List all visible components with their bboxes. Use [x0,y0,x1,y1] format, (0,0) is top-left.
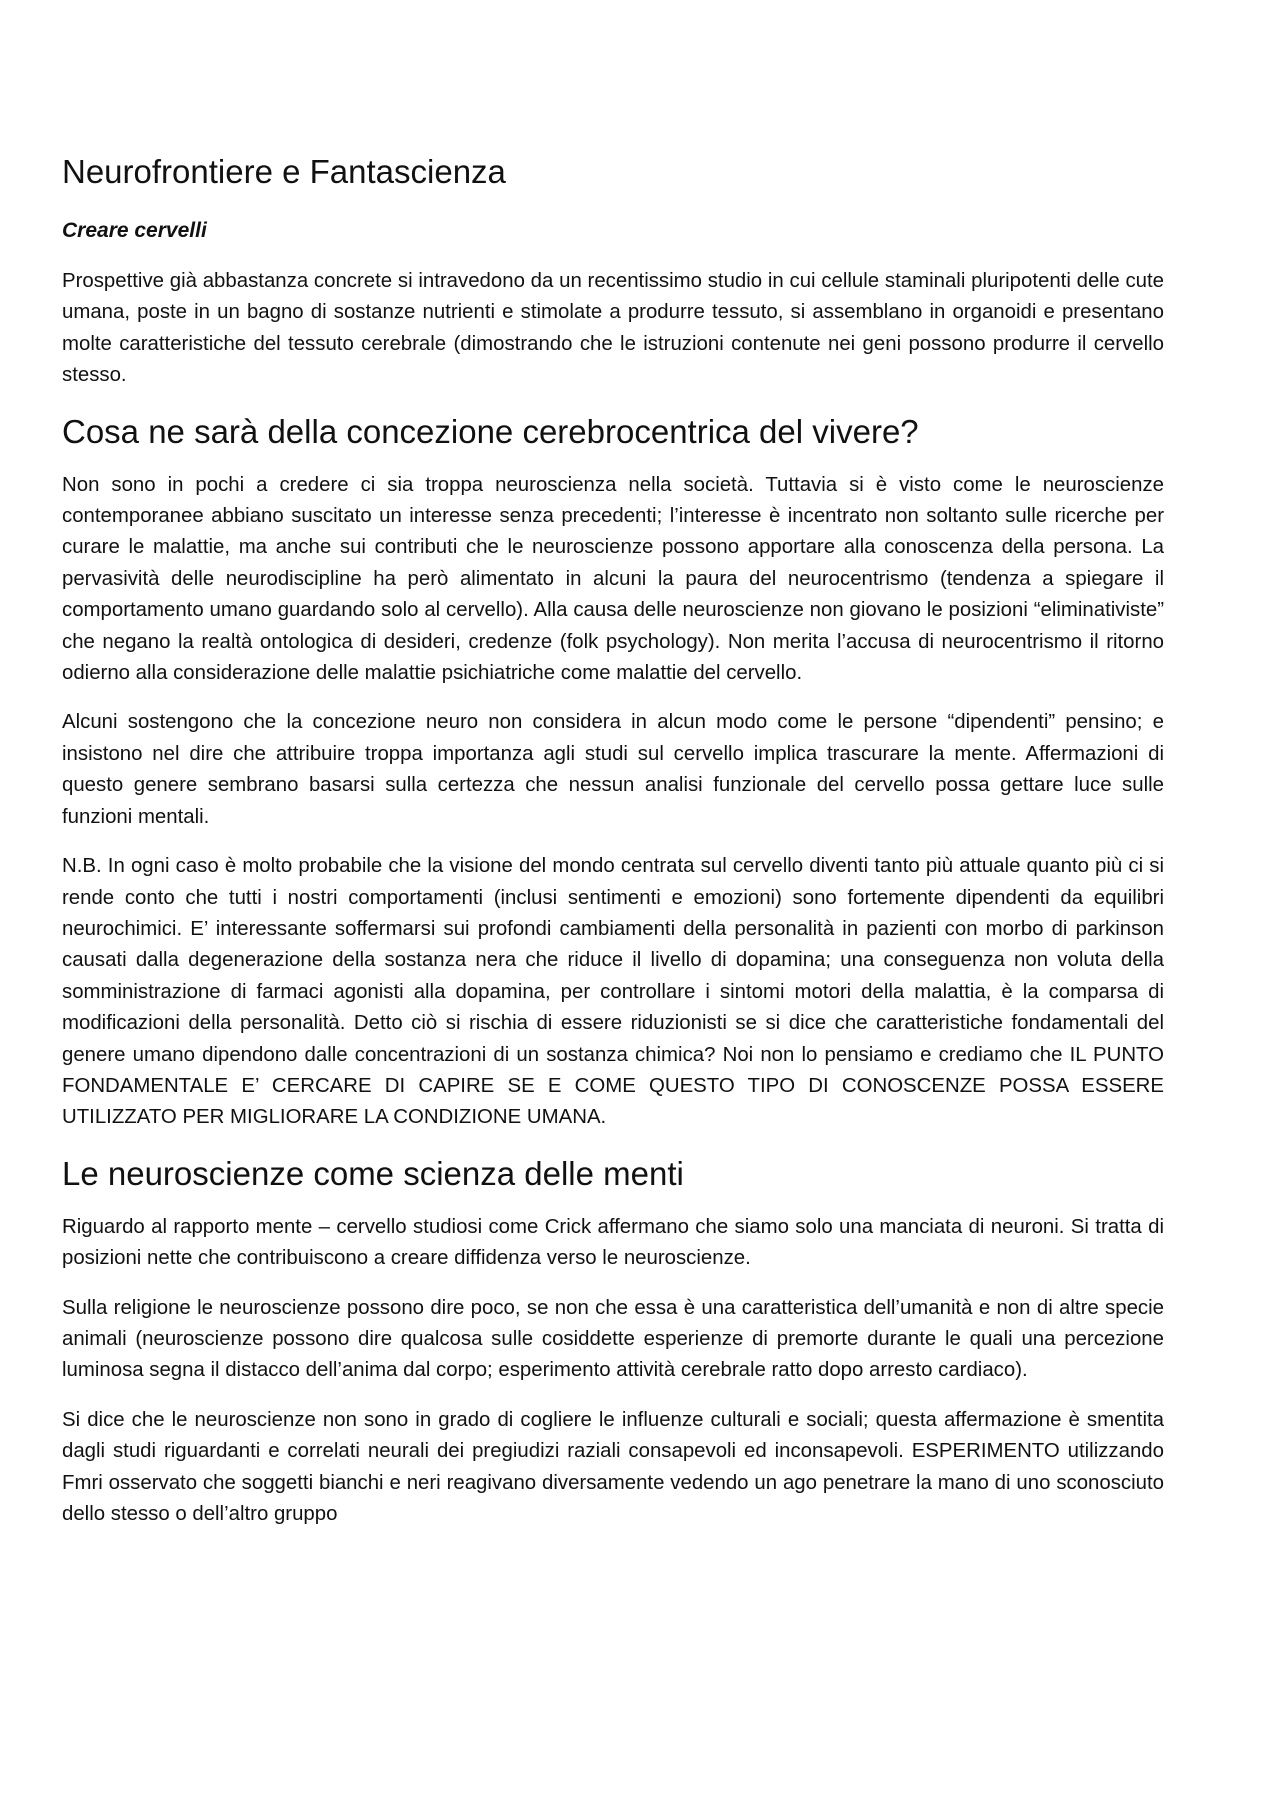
section-heading-scienza-delle-menti: Le neuroscienze come scienza delle menti [62,1154,684,1192]
paragraph-neurocentrismo: Non sono in pochi a credere ci sia troppa neuroscienza nella società. Tuttavia si è visto come le neuroscienze contemporanee abbiano suscitato un interesse senza precedenti; l’interesse è incentrato non soltanto sulle ricerche per curare le malattie, ma anche sui contributi che le neuroscienze possono apportare alla conoscenza della persona. La pervasività delle neurodiscipline ha però alimentato in alcuni la paura del neurocentrismo (tendenza a spiegare il comportamento umano guardando solo al cervello). Alla causa delle neuroscienze non giovano le posizioni “eliminativiste” che negano la realtà ontologica di desideri, credenze (folk psychology). Non merita l’accusa di neurocentrismo il ritorno odierno alla considerazione delle malattie psichiatriche come malattie del cervello. [62,473,1164,685]
intro-paragraph: Prospettive già abbastanza concrete si intravedono da un recentissimo studio in cui cellule staminali pluripotenti delle cute umana, poste in un bagno di sostanze nutrienti e stimolate a produrre tessuto, si assemblano in organoidi e presentano molte caratteristiche del tessuto cerebrale (dimostrando che le istruzioni contenute nei geni possono produrre il cervello stesso. [62,270,1164,387]
document-title: Neurofrontiere e Fantascienza [62,153,506,190]
paragraph-nota-bene: N.B. In ogni caso è molto probabile che la visione del mondo centrata sul cervello diventi tanto più attuale quanto più ci si rende conto che tutti i nostri comportamenti (inclusi sentimenti e emozioni) sono fortemente dipendenti da equilibri neurochimici. E’ interessante soffermarsi sui profondi cambiamenti della personalità in pazienti con morbo di parkinson causati dalla degenerazione della sostanza nera che riduce il livello di dopamina; una conseguenza non voluta della somministrazione di farmaci agonisti alla dopamina, per controllare i sintomi motori della malattia, è la comparsa di modificazioni della personalità. Detto ciò si rischia di essere riduzionisti se si dice che caratteristiche fondamentali del genere umano dipendono dalle concentrazioni di un sostanza chimica? Noi non lo pensiamo e crediamo che IL PUNTO FONDAMENTALE E’ CERCARE DI CAPIRE SE E COME QUESTO TIPO DI CONOSCENZE POSSA ESSERE UTILIZZATO PER MIGLIORARE LA CONDIZIONE UMANA. [62,855,1164,1129]
subheading-creare-cervelli: Creare cervelli [62,219,207,242]
paragraph-religione: Sulla religione le neuroscienze possono dire poco, se non che essa è una caratteristica dell’umanità e non di altre specie animali (neuroscienze possono dire qualcosa sulle cosiddette esperienze di premorte durante le quali una percezione luminosa segna il distacco dell’anima dal corpo; esperimento attività cerebrale ratto dopo arresto cardiaco). [62,1296,1164,1382]
paragraph-influenze-culturali: Si dice che le neuroscienze non sono in grado di cogliere le influenze culturali e sociali; questa affermazione è smentita dagli studi riguardanti e correlati neurali dei pregiudizi raziali consapevoli ed inconsapevoli. ESPERIMENTO utilizzando Fmri osservato che soggetti bianchi e neri reagivano diversamente vedendo un ago penetrare la mano di uno sconosciuto dello stesso o dell’altro gruppo [62,1408,1164,1525]
section-heading-cerebrocentrica: Cosa ne sarà della concezione cerebrocentrica del vivere? [62,412,919,450]
paragraph-mente-cervello: Riguardo al rapporto mente – cervello studiosi come Crick affermano che siamo solo una manciata di neuroni. Si tratta di posizioni nette che contribuiscono a creare diffidenza verso le neuroscienze. [62,1215,1164,1270]
document-page [62,150,1164,1548]
paragraph-concezione-neuro: Alcuni sostengono che la concezione neuro non considera in alcun modo come le persone “dipendenti” pensino; e insistono nel dire che attribuire troppa importanza agli studi sul cervello implica trascurare la mente. Affermazioni di questo genere sembrano basarsi sulla certezza che nessun analisi funzionale del cervello possa gettare luce sulle funzioni mentali. [62,711,1164,828]
